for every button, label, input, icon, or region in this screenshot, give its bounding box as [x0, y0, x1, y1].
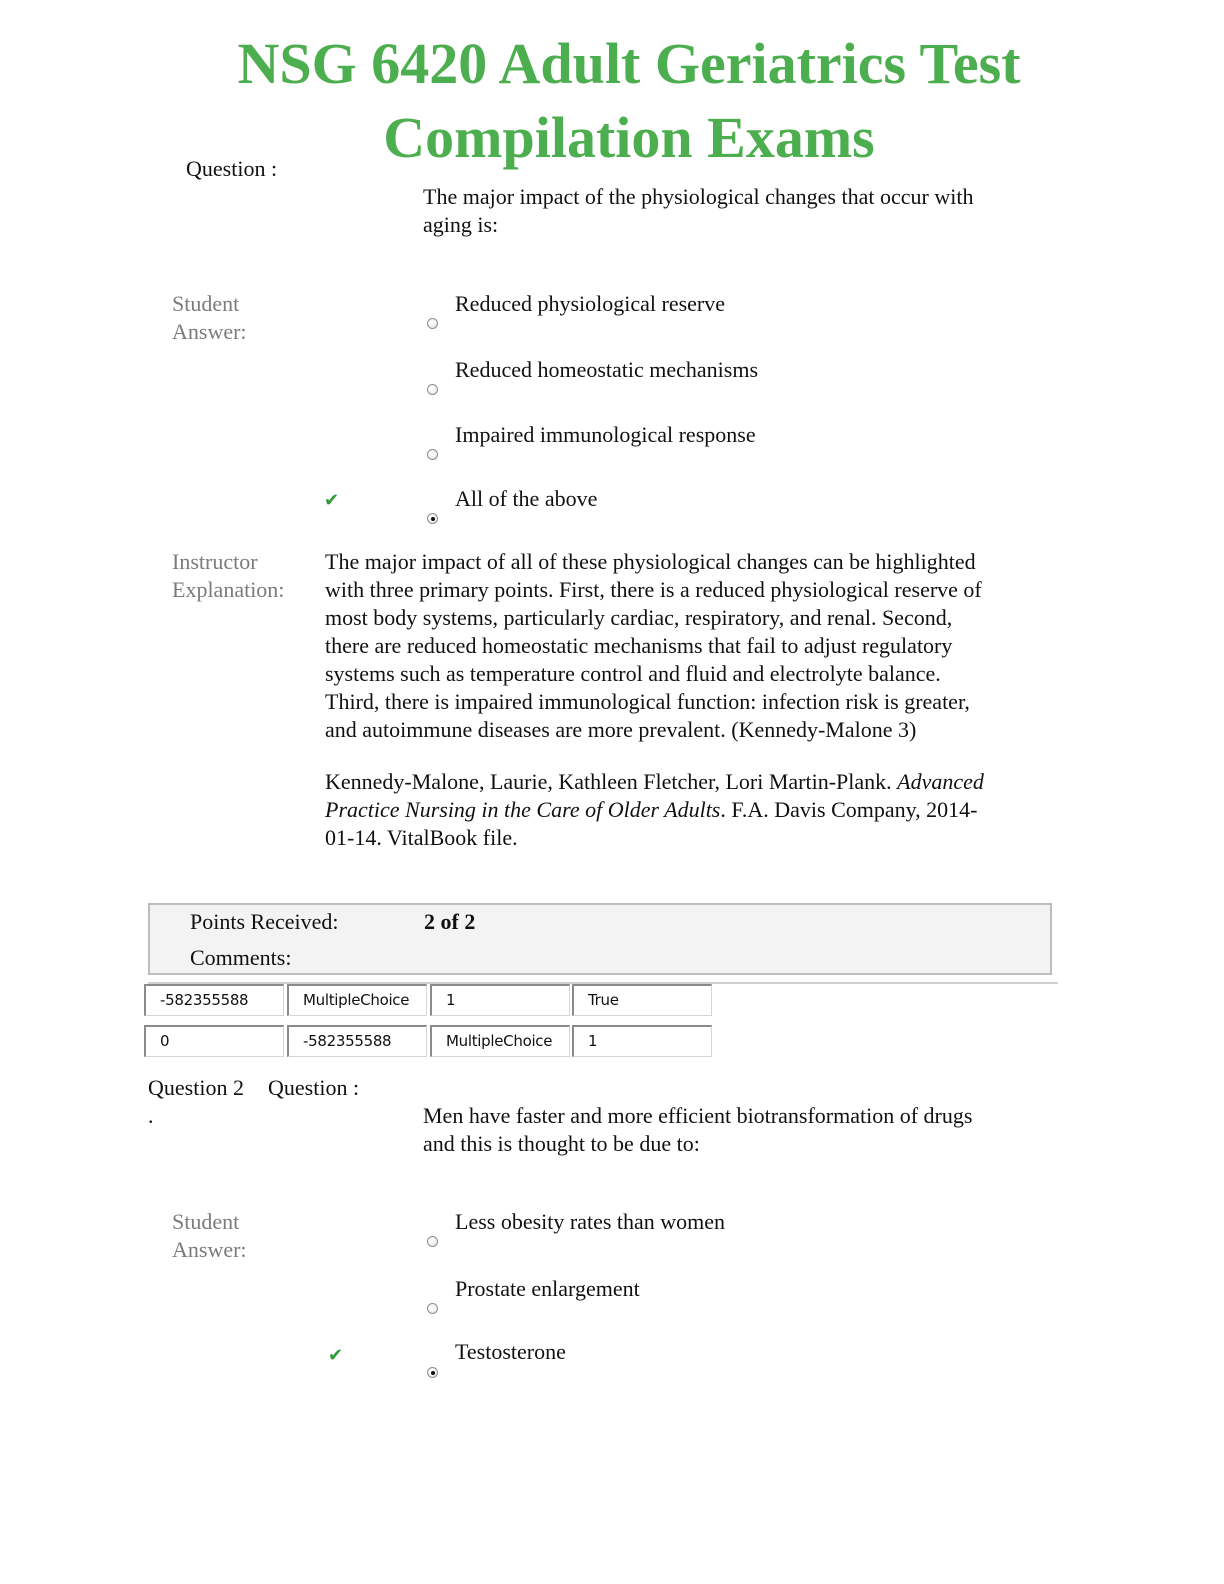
explanation-line: most body systems, particularly cardiac, respiratory, and renal. Second,	[325, 605, 953, 630]
answer-option-label: Impaired immunological response	[455, 422, 756, 447]
radio-button[interactable]	[427, 318, 438, 329]
field-cell[interactable]: True	[572, 984, 712, 1016]
citation-line: 01-14. VitalBook file.	[325, 825, 518, 850]
field-cell[interactable]: -582355588	[287, 1025, 427, 1057]
citation-line	[325, 796, 1055, 824]
field-cell[interactable]: MultipleChoice	[430, 1025, 570, 1057]
question-number-dot: .	[148, 1103, 154, 1128]
field-cell[interactable]: MultipleChoice	[287, 984, 427, 1016]
citation-title-part: Advanced	[897, 769, 984, 794]
question-prompt-line2: and this is thought to be due to:	[423, 1131, 700, 1156]
student-answer-label-line1: Student	[172, 291, 240, 316]
points-received-value: 2 of 2	[424, 909, 476, 934]
radio-button[interactable]	[427, 1236, 438, 1247]
page-title-line2: Compilation Exams	[383, 105, 875, 170]
citation-title-part: Practice Nursing in the Care of Older Adults	[325, 797, 721, 822]
answer-option-label: Testosterone	[455, 1339, 566, 1364]
radio-button-selected[interactable]	[427, 1367, 438, 1378]
radio-button[interactable]	[427, 1303, 438, 1314]
student-answer-label-line2: Answer:	[172, 1237, 247, 1262]
instructor-explanation-label-line2: Explanation:	[172, 577, 285, 602]
answer-option-label: Reduced homeostatic mechanisms	[455, 357, 759, 382]
citation-publisher: . F.A. Davis Company, 2014-	[720, 797, 978, 822]
check-icon: ✔	[324, 490, 340, 511]
citation	[325, 768, 1055, 852]
field-cell[interactable]: 1	[572, 1025, 712, 1057]
field-cell[interactable]: 0	[144, 1025, 284, 1057]
answer-option-label: Less obesity rates than women	[455, 1209, 726, 1234]
student-answer-label-line2: Answer:	[172, 319, 247, 344]
explanation-line: The major impact of all of these physiological changes can be highlighted	[325, 549, 976, 574]
question-label: Question :	[186, 156, 278, 181]
radio-button[interactable]	[427, 384, 438, 395]
question-prompt-line2: aging is:	[423, 212, 499, 237]
check-icon: ✔	[328, 1345, 344, 1366]
radio-button[interactable]	[427, 449, 438, 460]
explanation-line: there are reduced homeostatic mechanisms that fail to adjust regulatory	[325, 633, 953, 658]
answer-option-label: Prostate enlargement	[455, 1276, 640, 1301]
answer-option-label: All of the above	[455, 486, 598, 511]
page-title-line1: NSG 6420 Adult Geriatrics Test	[237, 31, 1021, 96]
student-answer-label-line1: Student	[172, 1209, 240, 1234]
explanation-line: and autoimmune diseases are more prevalent. (Kennedy-Malone 3)	[325, 717, 917, 742]
instructor-explanation-label-line1: Instructor	[172, 549, 258, 574]
question-label: Question :	[268, 1075, 360, 1100]
question-number: Question 2	[148, 1075, 244, 1100]
question-prompt-line1: Men have faster and more efficient biotransformation of drugs	[423, 1103, 973, 1128]
comments-label: Comments:	[190, 945, 292, 970]
question-prompt-line1: The major impact of the physiological changes that occur with	[423, 184, 974, 209]
explanation-line: with three primary points. First, there is a reduced physiological reserve of	[325, 577, 982, 602]
radio-button-selected[interactable]	[427, 513, 438, 524]
field-cell[interactable]: 1	[430, 984, 570, 1016]
citation-line	[325, 768, 1055, 796]
explanation-line: Third, there is impaired immunological function: infection risk is greater,	[325, 689, 970, 714]
field-cell[interactable]: -582355588	[144, 984, 284, 1016]
explanation-line: systems such as temperature control and fluid and electrolyte balance.	[325, 661, 941, 686]
citation-authors: Kennedy-Malone, Laurie, Kathleen Fletcher, Lori Martin-Plank.	[325, 769, 898, 794]
explanation-text	[325, 548, 1055, 744]
points-received-label: Points Received:	[190, 909, 339, 934]
answer-option-label: Reduced physiological reserve	[455, 291, 726, 316]
